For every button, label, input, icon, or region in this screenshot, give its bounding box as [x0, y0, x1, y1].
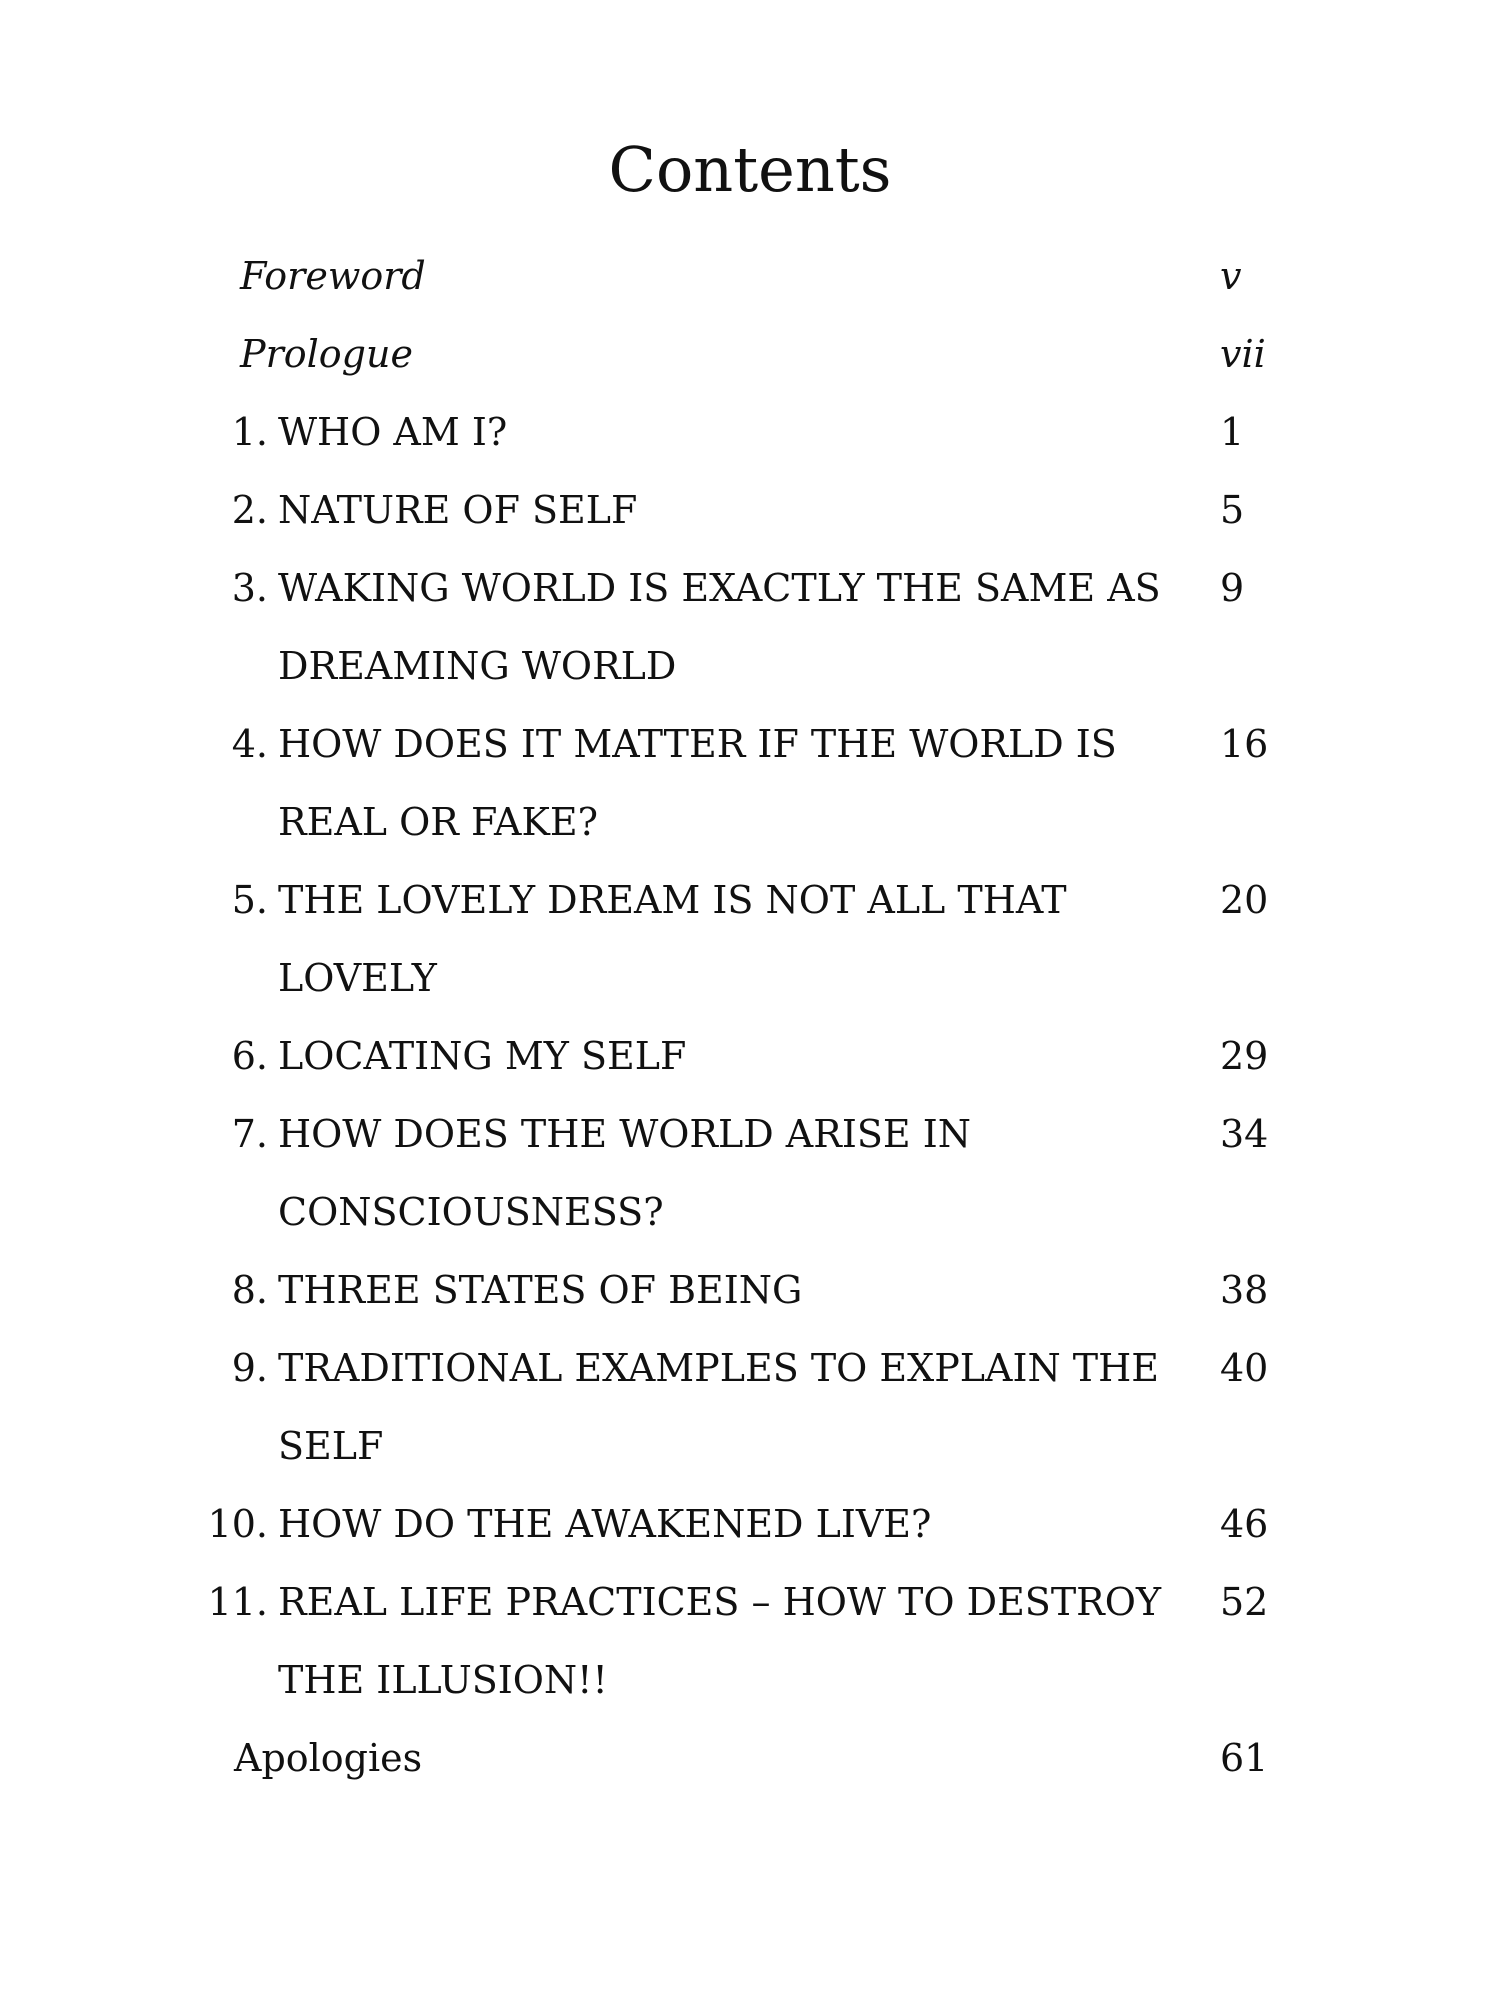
entry-page-number: 40: [1220, 1346, 1269, 1390]
entry-page-number: 38: [1220, 1268, 1269, 1312]
entry-page-number: 20: [1220, 878, 1269, 922]
entry-page-number: 1: [1220, 410, 1245, 454]
entry-page-number: 34: [1220, 1112, 1269, 1156]
chapter-title-continued: CONSCIOUSNESS?: [278, 1190, 664, 1234]
entry-page-number: v: [1220, 254, 1242, 298]
chapter-title: NATURE OF SELF: [278, 488, 638, 532]
toc-entry-apologies: [234, 1730, 422, 1786]
toc-entry-chapter-9: [200, 1340, 1159, 1396]
entry-page-number: 61: [1220, 1736, 1269, 1780]
entry-page-number: 16: [1220, 722, 1269, 766]
toc-entry-chapter-7: [200, 1106, 971, 1162]
entry-page-number: 29: [1220, 1034, 1269, 1078]
chapter-number: 5.: [231, 878, 268, 922]
toc-entry-chapter-5: [200, 872, 1067, 928]
chapter-title-continued: SELF: [278, 1424, 384, 1468]
entry-page-number: vii: [1220, 332, 1266, 376]
toc-entry-chapter-1: [200, 404, 507, 460]
entry-label: Apologies: [234, 1736, 423, 1780]
entry-page-number: 52: [1220, 1580, 1269, 1624]
chapter-title: THREE STATES OF BEING: [278, 1268, 803, 1312]
chapter-title-continued: DREAMING WORLD: [278, 644, 677, 688]
chapter-title: THE LOVELY DREAM IS NOT ALL THAT: [278, 878, 1067, 922]
chapter-title: WHO AM I?: [278, 410, 508, 454]
chapter-number: 2.: [231, 488, 268, 532]
toc-entry-chapter-2: [200, 482, 637, 538]
chapter-number: 10.: [207, 1502, 268, 1546]
chapter-title: HOW DO THE AWAKENED LIVE?: [278, 1502, 932, 1546]
entry-label: Prologue: [240, 332, 413, 376]
chapter-number: 8.: [231, 1268, 268, 1312]
chapter-title: TRADITIONAL EXAMPLES TO EXPLAIN THE: [278, 1346, 1160, 1390]
toc-entry-chapter-8: [200, 1262, 802, 1318]
toc-entry-chapter-3: [200, 560, 1161, 616]
toc-entry-prologue: [240, 326, 413, 382]
page-title: Contents: [608, 133, 892, 206]
entry-page-number: 46: [1220, 1502, 1269, 1546]
chapter-title-continued: LOVELY: [278, 956, 437, 1000]
entry-page-number: 5: [1220, 488, 1245, 532]
toc-entry-chapter-11: [200, 1574, 1161, 1630]
chapter-number: 7.: [231, 1112, 268, 1156]
chapter-number: 4.: [231, 722, 268, 766]
toc-entry-chapter-6: [200, 1028, 686, 1084]
entry-page-number: 9: [1220, 566, 1245, 610]
toc-entry-chapter-4: [200, 716, 1117, 772]
entry-label: Foreword: [240, 254, 426, 298]
chapter-number: 1.: [231, 410, 268, 454]
chapter-number: 6.: [231, 1034, 268, 1078]
chapter-title: LOCATING MY SELF: [278, 1034, 687, 1078]
toc-entry-foreword: [240, 248, 426, 304]
chapter-number: 9.: [231, 1346, 268, 1390]
chapter-title-continued: THE ILLUSION!!: [278, 1658, 608, 1702]
chapter-title: HOW DOES IT MATTER IF THE WORLD IS: [278, 722, 1117, 766]
chapter-number: 11.: [207, 1580, 268, 1624]
chapter-title: WAKING WORLD IS EXACTLY THE SAME AS: [278, 566, 1161, 610]
chapter-title: HOW DOES THE WORLD ARISE IN: [278, 1112, 971, 1156]
toc-entry-chapter-10: [200, 1496, 931, 1552]
chapter-title: REAL LIFE PRACTICES – HOW TO DESTROY: [278, 1580, 1162, 1624]
chapter-number: 3.: [231, 566, 268, 610]
chapter-title-continued: REAL OR FAKE?: [278, 800, 598, 844]
